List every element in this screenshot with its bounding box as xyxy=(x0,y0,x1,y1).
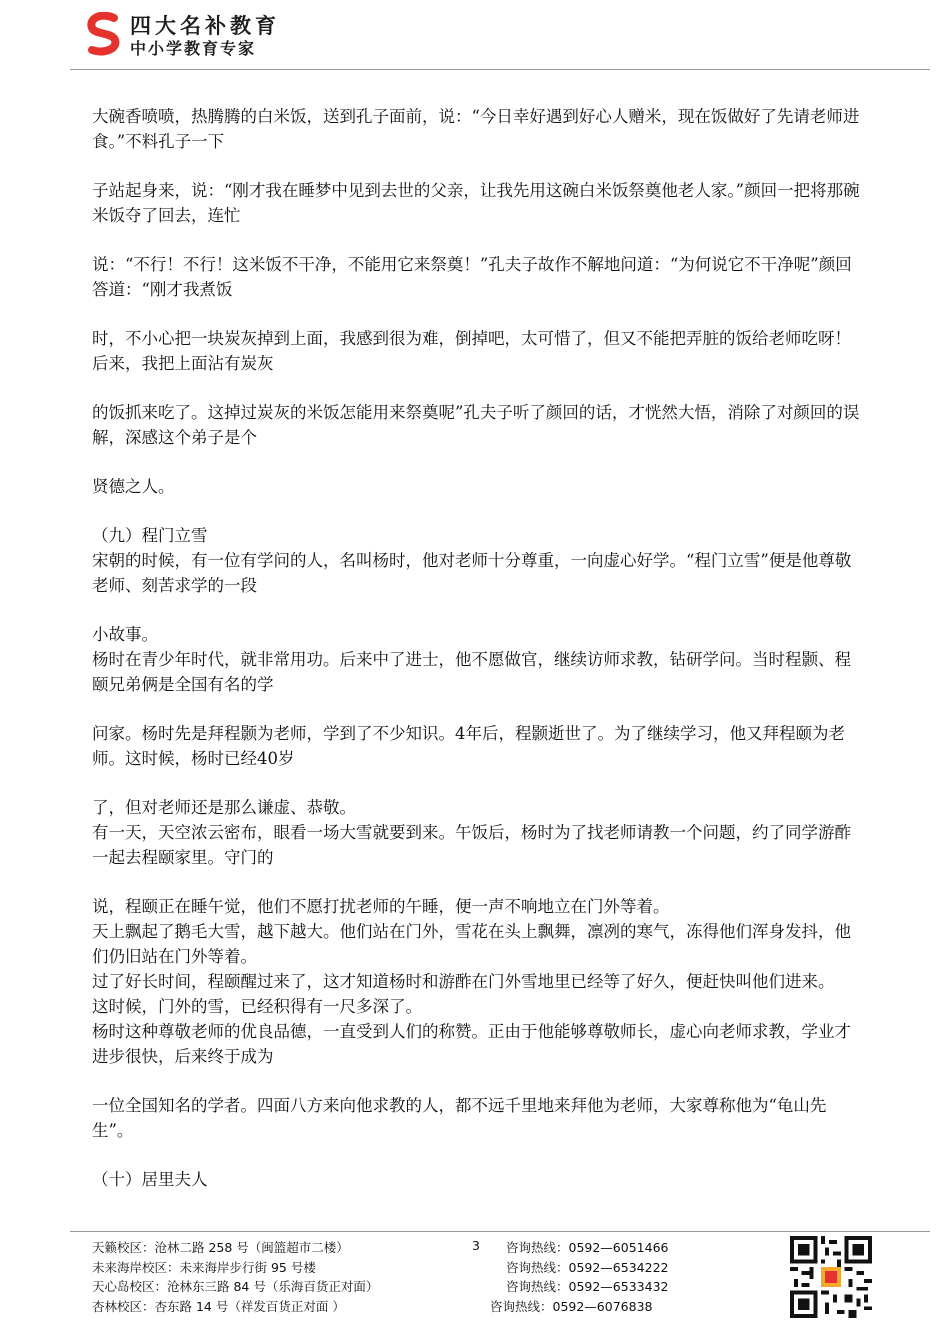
footer-row xyxy=(92,1258,792,1278)
paragraph: 说：“不行！不行！这米饭不干净，不能用它来祭奠！”孔夫子故作不解地问道：“为何说它不干净呢”颜回答道：“刚才我煮饭 xyxy=(92,255,852,299)
paragraph: 一位全国知名的学者。四面八方来向他求教的人，都不远千里地来拜他为老师，大家尊称他为“龟山先生”。 xyxy=(92,1096,827,1140)
consult-hotline: 咨询热线：0592—6076838 xyxy=(490,1298,653,1314)
paragraph: 小故事。 xyxy=(92,625,158,644)
paragraph: 天上飘起了鹅毛大雪，越下越大。他们站在门外，雪花在头上飘舞，凛冽的寒气，冻得他们浑身发抖，他们仍旧站在门外等着。 xyxy=(92,922,851,966)
section-heading: （九）程门立雪 xyxy=(92,526,208,545)
paragraph: 有一天，天空浓云密布，眼看一场大雪就要到来。午饭后，杨时为了找老师请教一个问题，约了同学游酢一起去程颐家里。守门的 xyxy=(92,823,851,867)
brand-name: 四大名补教育 xyxy=(130,14,280,38)
paragraph: 杨时在青少年时代，就非常用功。后来中了进士，他不愿做官，继续访师求教，钻研学问。当时程颢、程颐兄弟俩是全国有名的学 xyxy=(92,650,851,694)
consult-hotline: 咨询热线：0592—6534222 xyxy=(506,1259,669,1275)
paragraph: 宋朝的时候，有一位有学问的人，名叫杨时，他对老师十分尊重，一向虚心好学。“程门立雪”便是他尊敬老师、刻苦求学的一段 xyxy=(92,551,852,595)
paragraph: 杨时这种尊敬老师的优良品德，一直受到人们的称赞。正由于他能够尊敬师长，虚心向老师求教，学业才进步很快，后来终于成为 xyxy=(92,1022,851,1066)
paragraph: 了，但对老师还是那么谦虚、恭敬。 xyxy=(92,798,356,817)
footer-row xyxy=(92,1297,792,1317)
campus-address: 天籁校区：沧林二路 258 号（闽篮超市二楼） xyxy=(92,1240,349,1255)
paragraph: 的饭抓来吃了。这掉过炭灰的米饭怎能用来祭奠呢”孔夫子听了颜回的话，才恍然大悟，消除了对颜回的误解，深感这个弟子是个 xyxy=(92,403,860,447)
page-number: 3 xyxy=(472,1238,480,1253)
qr-code-icon xyxy=(790,1236,872,1318)
page-header xyxy=(0,0,950,72)
paragraph: 时，不小心把一块炭灰掉到上面，我感到很为难，倒掉吧，太可惜了，但又不能把弄脏的饭给老师吃呀！后来，我把上面沾有炭灰 xyxy=(92,329,851,373)
paragraph: 过了好长时间，程颐醒过来了，这才知道杨时和游酢在门外雪地里已经等了好久，便赶快叫他们进来。 xyxy=(92,972,835,991)
paragraph: 大碗香喷喷，热腾腾的白米饭，送到孔子面前，说：“今日幸好遇到好心人赠米，现在饭做好了先请老师进食。”不料孔子一下 xyxy=(92,107,860,151)
campus-address: 杏林校区：杏东路 14 号（祥发百货正对面 ） xyxy=(92,1298,345,1314)
consult-hotline: 咨询热线：0592—6051466 xyxy=(506,1240,669,1255)
campus-address: 天心岛校区：沧林东三路 84 号（乐海百货正对面） xyxy=(92,1279,379,1294)
s-curve-logo-icon xyxy=(84,12,124,56)
footer-row xyxy=(92,1277,792,1297)
paragraph: 贤德之人。 xyxy=(92,477,175,496)
consult-hotline: 咨询热线：0592—6533432 xyxy=(506,1279,669,1294)
paragraph: 说，程颐正在睡午觉，他们不愿打扰老师的午睡，便一声不响地立在门外等着。 xyxy=(92,897,670,916)
page-footer xyxy=(92,1238,792,1316)
document-body xyxy=(92,104,862,1192)
section-heading: （十）居里夫人 xyxy=(92,1170,208,1189)
brand-tagline: 中小学教育专家 xyxy=(130,39,257,58)
footer-divider xyxy=(70,1231,930,1232)
paragraph: 这时候，门外的雪，已经积得有一尺多深了。 xyxy=(92,997,422,1016)
campus-address: 未来海岸校区：未来海岸步行街 95 号楼 xyxy=(92,1259,316,1275)
header-divider xyxy=(70,69,930,70)
paragraph: 子站起身来，说：“刚才我在睡梦中见到去世的父亲，让我先用这碗白米饭祭奠他老人家。”颜回一把将那碗米饭夺了回去，连忙 xyxy=(92,181,860,225)
footer-row xyxy=(92,1238,792,1258)
paragraph: 问家。杨时先是拜程颢为老师，学到了不少知识。4年后，程颢逝世了。为了继续学习，他又拜程颐为老师。这时候，杨时已经40岁 xyxy=(92,724,845,768)
